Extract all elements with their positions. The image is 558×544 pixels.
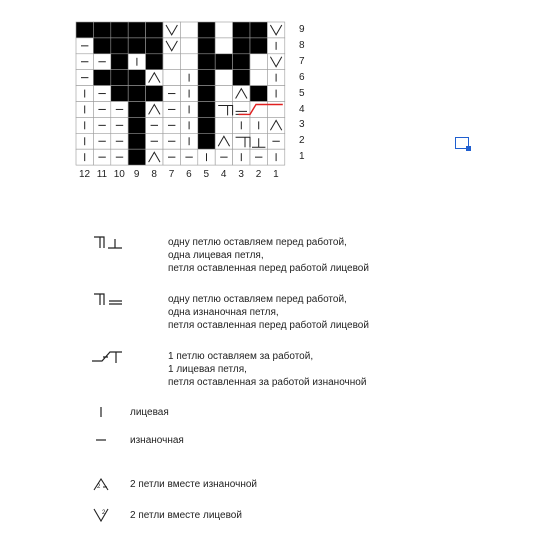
legend-text-k2tog-knit: 2 петли вместе лицевой (130, 510, 242, 521)
chart-cell (128, 22, 145, 38)
chart-cell (250, 54, 267, 70)
chart-cell (198, 38, 215, 54)
legend-text-purl: изнаночная (130, 435, 184, 446)
chart-cell (215, 22, 232, 38)
chart-cell (198, 86, 215, 102)
chart-cell (128, 102, 145, 118)
column-number: 11 (96, 169, 108, 180)
chart-cell (128, 149, 145, 165)
cable-back-icon (90, 350, 126, 364)
chart-cell (128, 133, 145, 149)
row-number: 9 (299, 24, 305, 35)
chart-cell (128, 117, 145, 133)
chart-cell (250, 70, 267, 86)
chart-cell (198, 133, 215, 149)
legend-text-cable-knit: одну петлю оставляем перед работой, одна лицевая петля, петля оставленная перед работой лицевой (168, 237, 369, 274)
chart-cell (215, 38, 232, 54)
chart-cell (215, 117, 232, 133)
selection-handle[interactable] (466, 146, 471, 151)
chart-cell (111, 22, 128, 38)
row-number: 2 (299, 135, 305, 147)
chart-cell (233, 22, 250, 38)
knit-icon (96, 405, 106, 419)
chart-cell (128, 70, 145, 86)
chart-cell (76, 22, 93, 38)
column-number: 7 (168, 169, 175, 180)
column-number: 5 (203, 169, 210, 180)
row-number: 7 (299, 55, 305, 67)
column-number: 1 (273, 169, 279, 180)
column-number: 6 (186, 169, 192, 180)
chart-cell (250, 22, 267, 38)
chart-cell (146, 38, 163, 54)
row-number: 4 (299, 103, 305, 115)
chart-grid (0, 0, 300, 170)
svg-text:2: 2 (102, 510, 106, 516)
chart-cell (233, 54, 250, 70)
chart-cell (128, 38, 145, 54)
column-number: 10 (113, 169, 125, 180)
chart-cell (163, 70, 180, 86)
chart-cell (198, 102, 215, 118)
chart-cell (250, 86, 267, 102)
legend-text-k2tog-purl: 2 петли вместе изнаночной (130, 479, 257, 490)
chart-cell (198, 22, 215, 38)
chart-cell (163, 54, 180, 70)
row-number: 3 (299, 119, 305, 131)
row-number: 6 (299, 71, 305, 83)
chart-cell (215, 102, 232, 118)
column-number: 8 (151, 169, 157, 180)
chart-cell (111, 38, 128, 54)
chart-cell (233, 133, 250, 149)
legend-text-knit: лицевая (130, 407, 169, 418)
row-number: 1 (299, 151, 305, 163)
chart-cell (111, 70, 128, 86)
chart-cell (146, 22, 163, 38)
column-number: 12 (78, 169, 91, 180)
chart-cell (198, 54, 215, 70)
chart-cell (250, 38, 267, 54)
chart-cell (198, 117, 215, 133)
chart-cell (233, 70, 250, 86)
column-number: 2 (255, 169, 262, 180)
chart-cell (111, 54, 128, 70)
k2tog-purl-icon (92, 477, 110, 491)
chart-cell (215, 86, 232, 102)
chart-cell (146, 54, 163, 70)
chart-cell (180, 38, 197, 54)
chart-cell (111, 86, 128, 102)
chart-cell (215, 54, 232, 70)
k2tog-knit-icon (92, 507, 110, 523)
row-number: 5 (299, 87, 305, 99)
chart-cell (215, 70, 232, 86)
chart-cell (198, 70, 215, 86)
chart-cell (233, 38, 250, 54)
chart-cell (93, 70, 110, 86)
chart-cell (180, 54, 197, 70)
column-number: 4 (220, 169, 227, 180)
column-number: 9 (133, 169, 140, 180)
cable-knit-icon (90, 236, 126, 250)
row-number: 8 (299, 39, 305, 51)
cable-purl-icon (90, 293, 126, 307)
legend-text-cable-back: 1 петлю оставляем за работой, 1 лицевая петля, петля оставленная за работой изнаночной (168, 351, 367, 388)
chart-cell (93, 38, 110, 54)
purl-icon (94, 433, 108, 447)
chart-cell (146, 86, 163, 102)
chart-cell (180, 22, 197, 38)
chart-cell (93, 22, 110, 38)
chart-cell (128, 86, 145, 102)
column-number: 3 (238, 169, 244, 180)
svg-text:2: 2 (97, 484, 101, 490)
legend-text-cable-purl: одну петлю оставляем перед работой, одна изнаночная петля, петля оставленная перед работой лицевой (168, 294, 369, 331)
